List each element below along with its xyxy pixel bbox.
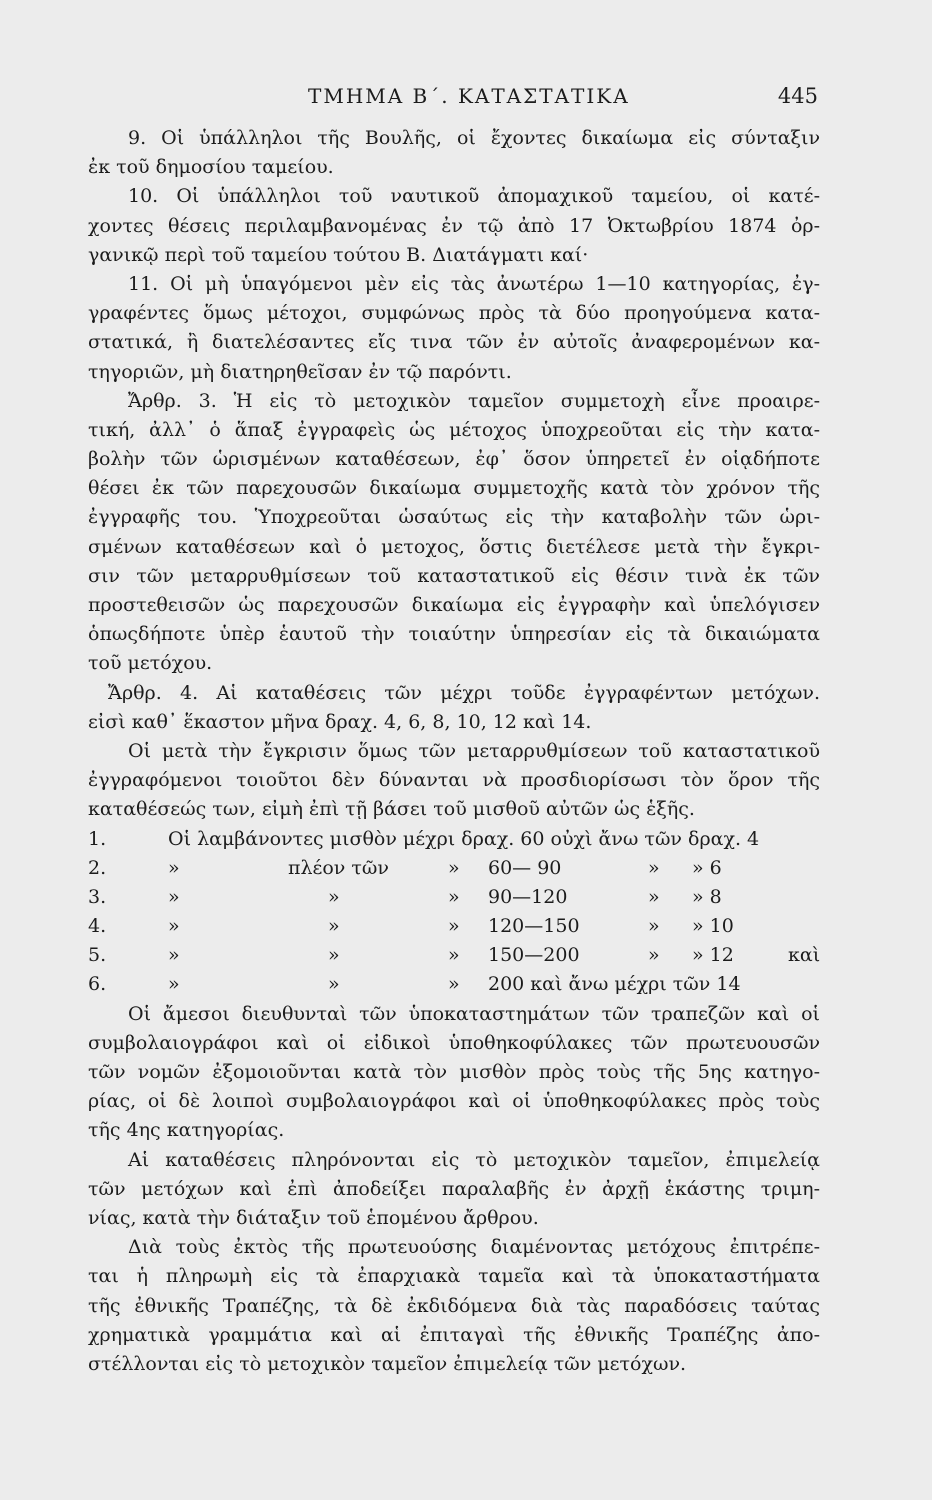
ditto-mark: »: [448, 915, 460, 938]
text-line: στέλλονται εἰς τὸ μετοχικὸν ταμεῖον ἐπιμελείᾳ τῶν μετόχων.: [88, 1352, 687, 1375]
text-line: ρίας, οἱ δὲ λοιποὶ συμβολαιογράφοι καὶ οἱ ὑποθηκοφύλακες πρὸς τοὺς: [88, 1090, 820, 1113]
text-line: σιν τῶν μεταρρυθμίσεων τοῦ καταστατικοῦ εἰς θέσιν τινὰ ἐκ τῶν: [88, 564, 820, 587]
text-line: Διὰ τοὺς ἐκτὸς τῆς πρωτευούσης διαμένοντας μετόχους ἐπιτρέπε-: [128, 1236, 820, 1259]
ditto-mark: »: [328, 944, 340, 967]
row-text: 200 καὶ ἄνω μέχρι τῶν 14: [488, 973, 741, 996]
ditto-mark: πλέον τῶν: [288, 856, 389, 879]
ditto-mark: »: [448, 885, 460, 908]
text-block-payments: [88, 1000, 820, 1379]
salary-range: 60— 90: [488, 856, 562, 879]
text-line: τική, ἀλλ᾽ ὁ ἅπαξ ἐγγραφεὶς ὡς μέτοχος ὑποχρεοῦται εἰς τὴν κατα-: [88, 418, 820, 441]
text-line: συμβολαιογράφοι καὶ οἱ εἰδικοὶ ὑποθηκοφύλακες τῶν πρωτευουσῶν: [88, 1031, 820, 1054]
text-line: σμένων καταθέσεων καὶ ὁ μετοχος, ὅστις διετέλεσε μετὰ τὴν ἔγκρι-: [88, 535, 820, 558]
text-line: ὁπωςδήποτε ὑπὲρ ἑαυτοῦ τὴν τοιαύτην ὑπηρεσίαν εἰς τὰ δικαιώματα: [88, 623, 820, 646]
text-line: καταθέσεώς των, εἰμὴ ἐπὶ τῇ βάσει τοῦ μισθοῦ αὐτῶν ὡς ἑξῆς.: [88, 798, 695, 821]
table-row: [88, 941, 820, 970]
row-number: 4.: [88, 915, 107, 938]
row-text: Οἱ λαμβάνοντες μισθὸν μέχρι δραχ. 60 οὐχὶ ἄνω τῶν δραχ. 4: [168, 827, 760, 850]
page-number: 445: [777, 84, 818, 108]
salary-table: [88, 825, 820, 1000]
ditto-mark: »: [328, 885, 340, 908]
row-number: 3.: [88, 885, 107, 908]
text-line: βολὴν τῶν ὡρισμένων καταθέσεων, ἐφ᾽ ὅσον ὑπηρετεῖ ἐν οἱᾳδήποτε: [88, 448, 820, 471]
table-row: [88, 854, 820, 883]
ditto-mark: »: [168, 915, 180, 938]
ditto-mark: »: [168, 944, 180, 967]
text-line: Ἄρθρ. 4. Αἱ καταθέσεις τῶν μέχρι τοῦδε ἐγγραφέντων μετόχων.: [108, 681, 820, 704]
deposit-amount: » 12: [692, 944, 734, 967]
text-line: Αἱ καταθέσεις πληρόνονται εἰς τὸ μετοχικὸν ταμεῖον, ἐπιμελείᾳ: [128, 1148, 820, 1171]
text-line: γραφέντες ὅμως μέτοχοι, συμφώνως πρὸς τὰ δύο προηγούμενα κατα-: [88, 302, 820, 325]
ditto-mark: »: [448, 973, 460, 996]
text-line: τῶν μετόχων καὶ ἐπὶ ἀποδείξει παραλαβῆς ἐν ἀρχῇ ἑκάστης τριμη-: [88, 1177, 820, 1200]
deposit-amount: » 10: [692, 915, 734, 938]
row-number: 2.: [88, 856, 107, 879]
page-header: [88, 84, 818, 114]
ditto-mark: »: [328, 915, 340, 938]
text-line: γανικῷ περὶ τοῦ ταμείου τούτου Β. Διατάγματι καί·: [88, 243, 589, 266]
text-line: ται ἡ πληρωμὴ εἰς τὰ ἐπαρχιακὰ ταμεῖα καὶ τὰ ὑποκαταστήματα: [88, 1265, 820, 1288]
ditto-mark: »: [168, 856, 180, 879]
text-line: τῆς ἐθνικῆς Τραπέζης, τὰ δὲ ἐκδιδόμενα διὰ τὰς παραδόσεις ταύτας: [88, 1294, 820, 1317]
row-number: 6.: [88, 973, 107, 996]
text-line: τῶν νομῶν ἐξομοιοῦνται κατὰ τὸν μισθὸν πρὸς τοὺς τῆς 5ης κατηγο-: [88, 1061, 820, 1083]
text-line: τοῦ μετόχου.: [88, 652, 213, 675]
ditto-mark: »: [448, 856, 460, 879]
ditto-mark: »: [648, 885, 660, 908]
row-suffix: καὶ: [788, 944, 820, 967]
table-row: [88, 970, 820, 999]
text-line: εἰσὶ καθ᾽ ἕκαστον μῆνα δραχ. 4, 6, 8, 10, 12 καὶ 14.: [88, 710, 592, 733]
text-line: χοντες θέσεις περιλαμβανομένας ἐν τῷ ἀπὸ 17 Ὀκτωβρίου 1874 ὀρ-: [88, 214, 820, 237]
text-line: Οἱ μετὰ τὴν ἔγκρισιν ὅμως τῶν μεταρρυθμίσεων τοῦ καταστατικοῦ: [128, 739, 820, 762]
ditto-mark: »: [168, 973, 180, 996]
text-line: Οἱ ἄμεσοι διευθυνταὶ τῶν ὑποκαταστημάτων τῶν τραπεζῶν καὶ οἱ: [128, 1002, 820, 1025]
body-text: [88, 124, 820, 1379]
ditto-mark: »: [448, 944, 460, 967]
text-line: θέσει ἐκ τῶν παρεχουσῶν δικαίωμα συμμετοχῆς κατὰ τὸν χρόνον τῆς: [88, 477, 820, 500]
text-line: 10. Οἱ ὑπάλληλοι τοῦ ναυτικοῦ ἀπομαχικοῦ ταμείου, οἱ κατέ-: [128, 185, 820, 208]
text-line: χρηματικὰ γραμμάτια καὶ αἱ ἐπιταγαὶ τῆς ἐθνικῆς Τραπέζης ἀπο-: [88, 1323, 820, 1346]
text-line: ἐγγραφόμενοι τοιοῦτοι δὲν δύνανται νὰ προσδιορίσωσι τὸν ὅρον τῆς: [88, 769, 820, 792]
table-row: [88, 825, 820, 854]
running-title: ΤΜΗΜΑ Β΄. ΚΑΤΑΣΤΑΤΙΚΑ: [308, 84, 630, 108]
ditto-mark: »: [648, 856, 660, 879]
salary-range: 120—150: [488, 915, 580, 938]
ditto-mark: »: [328, 973, 340, 996]
table-row: [88, 912, 820, 941]
text-line: ἐγγραφῆς του. Ὑποχρεοῦται ὡσαύτως εἰς τὴν καταβολὴν τῶν ὡρι-: [88, 506, 820, 529]
salary-range: 150—200: [488, 944, 580, 967]
deposit-amount: » 6: [692, 856, 722, 879]
text-line: τῆς 4ης κατηγορίας.: [88, 1119, 285, 1142]
text-line: Ἄρθρ. 3. Ἡ εἰς τὸ μετοχικὸν ταμεῖον συμμετοχὴ εἶνε προαιρε-: [128, 389, 820, 412]
salary-range: 90—120: [488, 885, 568, 908]
text-line: 9. Οἱ ὑπάλληλοι τῆς Βουλῆς, οἱ ἔχοντες δικαίωμα εἰς σύνταξιν: [128, 127, 820, 149]
ditto-mark: »: [168, 885, 180, 908]
row-number: 1.: [88, 827, 107, 850]
row-number: 5.: [88, 944, 107, 967]
text-block-articles-2-4: [88, 124, 820, 825]
text-line: τηγοριῶν, μὴ διατηρηθεῖσαν ἐν τῷ παρόντι.: [88, 360, 512, 383]
text-line: ἐκ τοῦ δημοσίου ταμείου.: [88, 156, 334, 179]
ditto-mark: »: [648, 915, 660, 938]
text-line: στατικά, ἢ διατελέσαντες εἴς τινα τῶν ἐν αὐτοῖς ἀναφερομένων κα-: [88, 331, 820, 354]
text-line: προστεθεισῶν ὡς παρεχουσῶν δικαίωμα εἰς ἐγγραφὴν καὶ ὑπελόγισεν: [88, 594, 820, 616]
text-line: 11. Οἱ μὴ ὑπαγόμενοι μὲν εἰς τὰς ἀνωτέρω 1—10 κατηγορίας, ἐγ-: [128, 272, 820, 295]
deposit-amount: » 8: [692, 885, 722, 908]
ditto-mark: »: [648, 944, 660, 967]
text-line: νίας, κατὰ τὴν διάταξιν τοῦ ἑπομένου ἄρθρου.: [88, 1206, 539, 1229]
table-row: [88, 883, 820, 912]
